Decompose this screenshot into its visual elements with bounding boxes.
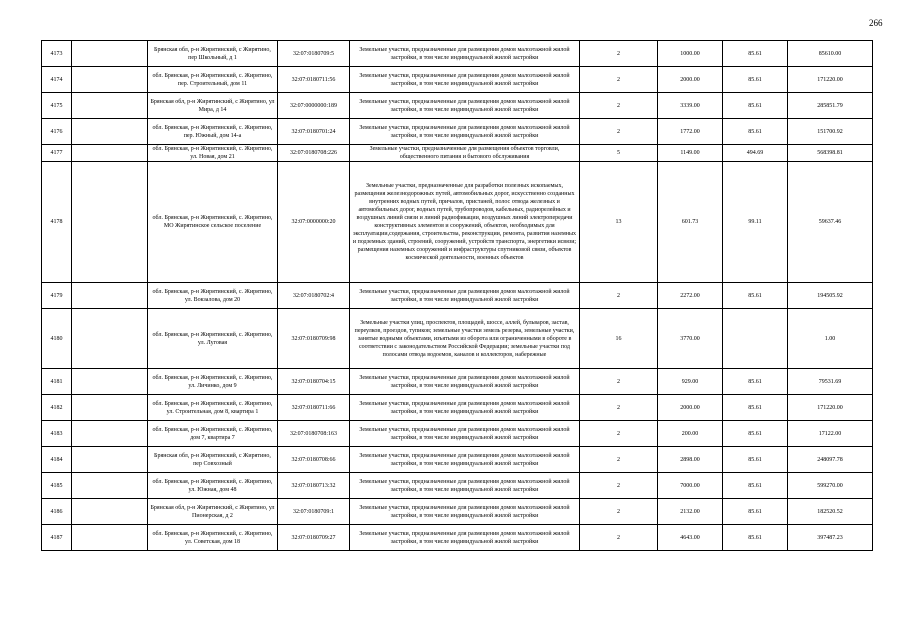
cadastral-number-cell: 32:07:0180709:27 <box>278 525 350 551</box>
group-cell: 13 <box>580 162 658 283</box>
spacer-cell <box>72 395 148 421</box>
row-number-cell: 4184 <box>42 447 72 473</box>
land-use-cell: Земельные участки, предназначенные для размещения домов малоэтажной жилой застройки, в том числе индивидуальной жилой застройки <box>350 447 580 473</box>
address-cell: обл. Брянская, р-н Жирятинский, с. Жирятино, дом 7, квартира 7 <box>148 421 278 447</box>
land-use-cell: Земельные участки, предназначенные для размещения объектов торговли, общественного питания и бытового обслуживания <box>350 145 580 162</box>
land-use-cell: Земельные участки, предназначенные для размещения домов малоэтажной жилой застройки, в том числе индивидуальной жилой застройки <box>350 119 580 145</box>
land-use-cell: Земельные участки, предназначенные для размещения домов малоэтажной жилой застройки, в том числе индивидуальной жилой застройки <box>350 93 580 119</box>
specific-value-cell: 85.61 <box>723 395 788 421</box>
cadastral-value-cell: 171220.00 <box>788 395 873 421</box>
cadastral-number-cell: 32:07:0180708:163 <box>278 421 350 447</box>
cadastral-number-cell: 32:07:0000000:20 <box>278 162 350 283</box>
row-number-cell: 4175 <box>42 93 72 119</box>
cadastral-number-cell: 32:07:0000000:189 <box>278 93 350 119</box>
area-cell: 2272.00 <box>658 283 723 309</box>
cadastral-number-cell: 32:07:0180709:5 <box>278 41 350 67</box>
spacer-cell <box>72 119 148 145</box>
table-row <box>42 41 873 67</box>
spacer-cell <box>72 499 148 525</box>
address-cell: обл. Брянская, р-н Жирятинский, с. Жирятино, ул. Строительная, дом 8, квартира 1 <box>148 395 278 421</box>
address-cell: Брянская обл, р-н Жирятинский, с Жирятино, ул Мира, д 14 <box>148 93 278 119</box>
specific-value-cell: 99.11 <box>723 162 788 283</box>
spacer-cell <box>72 67 148 93</box>
spacer-cell <box>72 421 148 447</box>
area-cell: 1149.00 <box>658 145 723 162</box>
group-cell: 2 <box>580 473 658 499</box>
row-number-cell: 4177 <box>42 145 72 162</box>
table-row <box>42 421 873 447</box>
cadastral-number-cell: 32:07:0180701:24 <box>278 119 350 145</box>
specific-value-cell: 85.61 <box>723 369 788 395</box>
address-cell: обл. Брянская, р-н Жирятинский, с. Жирятино, МО Жирятинское сельское поселение <box>148 162 278 283</box>
cadastral-value-cell: 17122.00 <box>788 421 873 447</box>
area-cell: 601.73 <box>658 162 723 283</box>
specific-value-cell: 85.61 <box>723 421 788 447</box>
spacer-cell <box>72 41 148 67</box>
row-number-cell: 4173 <box>42 41 72 67</box>
table-row <box>42 119 873 145</box>
table-row <box>42 145 873 162</box>
table-row <box>42 283 873 309</box>
cadastral-value-cell: 182520.52 <box>788 499 873 525</box>
address-cell: Брянская обл, р-н Жирятинский, с Жирятино, пер Совхозный <box>148 447 278 473</box>
row-number-cell: 4174 <box>42 67 72 93</box>
group-cell: 2 <box>580 499 658 525</box>
specific-value-cell <box>723 309 788 369</box>
spacer-cell <box>72 447 148 473</box>
group-cell: 5 <box>580 145 658 162</box>
cadastral-value-cell: 599270.00 <box>788 473 873 499</box>
cadastral-number-cell: 32:07:0180704:15 <box>278 369 350 395</box>
address-cell: обл. Брянская, р-н Жирятинский, с. Жирятино, ул. Луговая <box>148 309 278 369</box>
group-cell: 2 <box>580 283 658 309</box>
group-cell: 2 <box>580 525 658 551</box>
table-row <box>42 525 873 551</box>
cadastral-number-cell: 32:07:0180709:1 <box>278 499 350 525</box>
cadastral-value-table <box>41 40 873 551</box>
address-cell: обл. Брянская, р-н Жирятинский, с. Жирятино, ул. Вокзалова, дом 20 <box>148 283 278 309</box>
cadastral-value-cell: 171220.00 <box>788 67 873 93</box>
land-use-cell: Земельные участки, предназначенные для размещения домов малоэтажной жилой застройки, в том числе индивидуальной жилой застройки <box>350 525 580 551</box>
cadastral-value-cell: 59637.46 <box>788 162 873 283</box>
area-cell: 3339.00 <box>658 93 723 119</box>
row-number-cell: 4181 <box>42 369 72 395</box>
area-cell: 3770.00 <box>658 309 723 369</box>
area-cell: 1000.00 <box>658 41 723 67</box>
table-row <box>42 395 873 421</box>
row-number-cell: 4178 <box>42 162 72 283</box>
area-cell: 2000.00 <box>658 67 723 93</box>
area-cell: 1772.00 <box>658 119 723 145</box>
spacer-cell <box>72 369 148 395</box>
address-cell: обл. Брянская, р-н Жирятинский, с. Жирятино, ул. Советская, дом 18 <box>148 525 278 551</box>
land-use-cell: Земельные участки, предназначенные для размещения домов малоэтажной жилой застройки, в том числе индивидуальной жилой застройки <box>350 395 580 421</box>
table-row <box>42 447 873 473</box>
row-number-cell: 4185 <box>42 473 72 499</box>
land-use-cell: Земельные участки, предназначенные для размещения домов малоэтажной жилой застройки, в том числе индивидуальной жилой застройки <box>350 67 580 93</box>
group-cell: 2 <box>580 421 658 447</box>
cadastral-value-cell: 248097.78 <box>788 447 873 473</box>
cadastral-number-cell: 32:07:0180709:98 <box>278 309 350 369</box>
table-row <box>42 67 873 93</box>
row-number-cell: 4186 <box>42 499 72 525</box>
land-use-cell: Земельные участки, предназначенные для размещения домов малоэтажной жилой застройки, в том числе индивидуальной жилой застройки <box>350 41 580 67</box>
table-row <box>42 309 873 369</box>
cadastral-value-cell: 1.00 <box>788 309 873 369</box>
spacer-cell <box>72 283 148 309</box>
group-cell: 2 <box>580 395 658 421</box>
spacer-cell <box>72 473 148 499</box>
land-use-cell: Земельные участки, предназначенные для размещения домов малоэтажной жилой застройки, в том числе индивидуальной жилой застройки <box>350 283 580 309</box>
specific-value-cell: 85.61 <box>723 283 788 309</box>
land-use-cell: Земельные участки, предназначенные для размещения домов малоэтажной жилой застройки, в том числе индивидуальной жилой застройки <box>350 421 580 447</box>
specific-value-cell: 494.69 <box>723 145 788 162</box>
cadastral-number-cell: 32:07:0180713:32 <box>278 473 350 499</box>
cadastral-value-cell: 85610.00 <box>788 41 873 67</box>
group-cell: 2 <box>580 369 658 395</box>
group-cell: 16 <box>580 309 658 369</box>
spacer-cell <box>72 145 148 162</box>
area-cell: 2000.00 <box>658 395 723 421</box>
address-cell: обл. Брянская, р-н Жирятинский, с. Жирятино, ул. Новая, дом 21 <box>148 145 278 162</box>
row-number-cell: 4182 <box>42 395 72 421</box>
area-cell: 2132.00 <box>658 499 723 525</box>
address-cell: Брянская обл, р-н Жирятинский, с Жирятино, ул Пионерская, д 2 <box>148 499 278 525</box>
row-number-cell: 4176 <box>42 119 72 145</box>
cadastral-value-cell: 151700.92 <box>788 119 873 145</box>
area-cell: 4643.00 <box>658 525 723 551</box>
land-use-cell: Земельные участки улиц, проспектов, площадей, шоссе, аллей, бульваров, застав, переулков, проездов, тупиков; земельные участки земель резерва, земельные участки, занятые водными объектами, изъятыми из оборота или ограниченными в обороте в соответствии с законодательством Российской Федерации; земельные участки под полосами отвода водоемов, каналов и коллекторов, набережные <box>350 309 580 369</box>
land-use-cell: Земельные участки, предназначенные для размещения домов малоэтажной жилой застройки, в том числе индивидуальной жилой застройки <box>350 473 580 499</box>
cadastral-number-cell: 32:07:0180711:66 <box>278 395 350 421</box>
area-cell: 7000.00 <box>658 473 723 499</box>
specific-value-cell: 85.61 <box>723 473 788 499</box>
spacer-cell <box>72 525 148 551</box>
group-cell: 2 <box>580 67 658 93</box>
group-cell: 2 <box>580 119 658 145</box>
spacer-cell <box>72 162 148 283</box>
table-body <box>42 41 873 551</box>
row-number-cell: 4183 <box>42 421 72 447</box>
address-cell: обл. Брянская, р-н Жирятинский, с. Жирятино, пер. Южный, дом 14-а <box>148 119 278 145</box>
area-cell: 200.00 <box>658 421 723 447</box>
cadastral-number-cell: 32:07:0180702:4 <box>278 283 350 309</box>
address-cell: обл. Брянская, р-н Жирятинский, с. Жирятино, пер. Строительный, дом 11 <box>148 67 278 93</box>
table-row <box>42 162 873 283</box>
specific-value-cell: 85.61 <box>723 447 788 473</box>
table-row <box>42 93 873 119</box>
table-row <box>42 473 873 499</box>
land-use-cell: Земельные участки, предназначенные для размещения домов малоэтажной жилой застройки, в том числе индивидуальной жилой застройки <box>350 499 580 525</box>
specific-value-cell: 85.61 <box>723 93 788 119</box>
cadastral-value-cell: 194505.92 <box>788 283 873 309</box>
group-cell: 2 <box>580 447 658 473</box>
specific-value-cell: 85.61 <box>723 67 788 93</box>
land-use-cell: Земельные участки, предназначенные для разработки полезных ископаемых, размещения железнодорожных путей, автомобильных дорог, искусственно созданных внутренних водных путей, причалов, пристаней, полос отвода железных и автомобильных дорог, водных путей, трубопроводов, кабельных, радиорелейных и воздушных линий связи и линий радиофикации, воздушных линий электропередачи конструктивных элементов и сооружений, объектов, необходимых для эксплуатации,содержания, строительства, реконструкции, ремонта, развития наземных и подземных зданий, строений, сооружений, устройств транспорта, энергетики исвязи; размещения наземных сооружений и инфраструктуры спутниковой связи, объектов космической деятельности, военных объектов <box>350 162 580 283</box>
land-use-cell: Земельные участки, предназначенные для размещения домов малоэтажной жилой застройки, в том числе индивидуальной жилой застройки <box>350 369 580 395</box>
specific-value-cell: 85.61 <box>723 499 788 525</box>
group-cell: 2 <box>580 93 658 119</box>
row-number-cell: 4187 <box>42 525 72 551</box>
spacer-cell <box>72 93 148 119</box>
table-row <box>42 369 873 395</box>
specific-value-cell: 85.61 <box>723 525 788 551</box>
group-cell: 2 <box>580 41 658 67</box>
table-row <box>42 499 873 525</box>
cadastral-value-cell: 568398.81 <box>788 145 873 162</box>
cadastral-number-cell: 32:07:0180708:66 <box>278 447 350 473</box>
specific-value-cell: 85.61 <box>723 41 788 67</box>
row-number-cell: 4179 <box>42 283 72 309</box>
specific-value-cell: 85.61 <box>723 119 788 145</box>
spacer-cell <box>72 309 148 369</box>
cadastral-number-cell: 32:07:0180708:226 <box>278 145 350 162</box>
area-cell: 2898.00 <box>658 447 723 473</box>
address-cell: обл. Брянская, р-н Жирятинский, с. Жирятино, ул. Южная, дом 48 <box>148 473 278 499</box>
cadastral-number-cell: 32:07:0180711:56 <box>278 67 350 93</box>
cadastral-value-cell: 285851.79 <box>788 93 873 119</box>
row-number-cell: 4180 <box>42 309 72 369</box>
address-cell: Брянская обл, р-н Жирятинский, с Жирятино, пер Школьный, д 1 <box>148 41 278 67</box>
cadastral-value-cell: 397487.23 <box>788 525 873 551</box>
page-number: 266 <box>869 18 883 28</box>
cadastral-value-cell: 79531.69 <box>788 369 873 395</box>
address-cell: обл. Брянская, р-н Жирятинский, с. Жирятино, ул. Личинко, дом 9 <box>148 369 278 395</box>
area-cell: 929.00 <box>658 369 723 395</box>
